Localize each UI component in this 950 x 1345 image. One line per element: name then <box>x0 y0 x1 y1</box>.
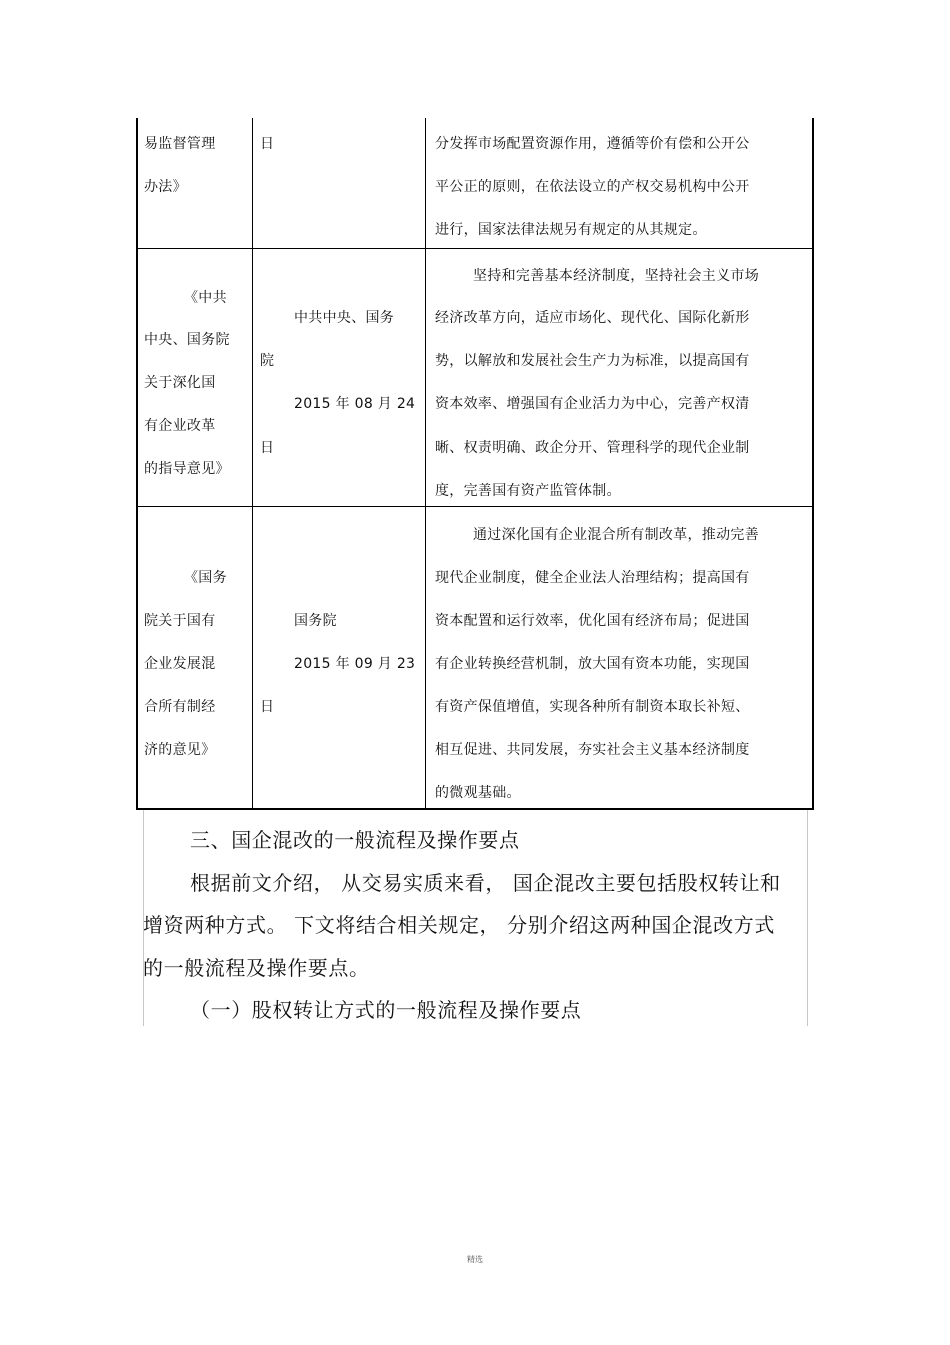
column-divider <box>252 118 253 808</box>
content-line: 晰、权责明确、政企分开、管理科学的现代企业制 <box>435 440 750 456</box>
content-line: 进行，国家法律法规另有规定的从其规定。 <box>435 222 707 238</box>
law-name-line: 企业发展混 <box>144 656 216 672</box>
law-name-line: 院关于国有 <box>144 613 216 629</box>
issue-date: 2015 年 09 月 23 <box>294 656 416 672</box>
content-line: 坚持和完善基本经济制度，坚持社会主义市场 <box>473 268 759 284</box>
content-line: 有企业转换经营机制，放大国有资本功能，实现国 <box>435 656 750 672</box>
row-divider <box>138 506 812 507</box>
paragraph-line: 增资两种方式。 下文将结合相关规定， 分别介绍这两种国企混改方式 <box>143 913 775 937</box>
content-line: 的微观基础。 <box>435 785 521 801</box>
issue-date: 2015 年 08 月 24 <box>294 396 416 412</box>
text-frame-right <box>807 810 808 1026</box>
issuer: 中共中央、国务 <box>294 310 395 326</box>
content-line: 经济改革方向，适应市场化、现代化、国际化新形 <box>435 310 750 326</box>
content-line: 势，以解放和发展社会生产力为标准，以提高国有 <box>435 353 750 369</box>
law-name-line: 有企业改革 <box>144 418 216 434</box>
issue-date-cont: 日 <box>260 699 275 715</box>
issue-date-cont: 日 <box>260 136 275 152</box>
paragraph-line: 根据前文介绍， 从交易实质来看， 国企混改主要包括股权转让和 <box>190 871 781 895</box>
content-line: 平公正的原则，在依法设立的产权交易机构中公开 <box>435 179 750 195</box>
law-name-line: 济的意见》 <box>144 742 216 758</box>
content-line: 分发挥市场配置资源作用，遵循等价有偿和公开公 <box>435 136 750 152</box>
content-line: 资本效率、增强国有企业活力为中心，完善产权清 <box>435 396 750 412</box>
content-line: 度，完善国有资产监管体制。 <box>435 483 621 499</box>
row-divider <box>138 248 812 249</box>
law-name-line: 合所有制经 <box>144 699 216 715</box>
column-divider <box>425 118 426 808</box>
law-name-line: 《中共 <box>184 290 227 306</box>
law-name-line: 中央、国务院 <box>144 332 230 348</box>
page-footer: 精选 <box>467 1255 483 1264</box>
content-line: 有资产保值增值，实现各种所有制资本取长补短、 <box>435 699 750 715</box>
content-line: 相互促进、共同发展，夯实社会主义基本经济制度 <box>435 742 750 758</box>
paragraph-line: 的一般流程及操作要点。 <box>143 956 370 980</box>
law-name-line: 关于深化国 <box>144 375 216 391</box>
subsection-heading: （一）股权转让方式的一般流程及操作要点 <box>190 998 582 1022</box>
issuer-cont: 院 <box>260 353 275 369</box>
law-name-line: 易监督管理 <box>144 136 216 152</box>
section-heading: 三、国企混改的一般流程及操作要点 <box>190 828 520 852</box>
content-line: 通过深化国有企业混合所有制改革，推动完善 <box>473 527 759 543</box>
content-line: 现代企业制度，健全企业法人治理结构；提高国有 <box>435 570 750 586</box>
law-name-line: 办法》 <box>144 179 187 195</box>
law-name-line: 《国务 <box>184 570 227 586</box>
law-name-line: 的指导意见》 <box>144 461 230 477</box>
issue-date-cont: 日 <box>260 440 275 456</box>
issuer: 国务院 <box>294 613 337 629</box>
regulation-table <box>136 118 814 810</box>
content-line: 资本配置和运行效率，优化国有经济布局；促进国 <box>435 613 750 629</box>
